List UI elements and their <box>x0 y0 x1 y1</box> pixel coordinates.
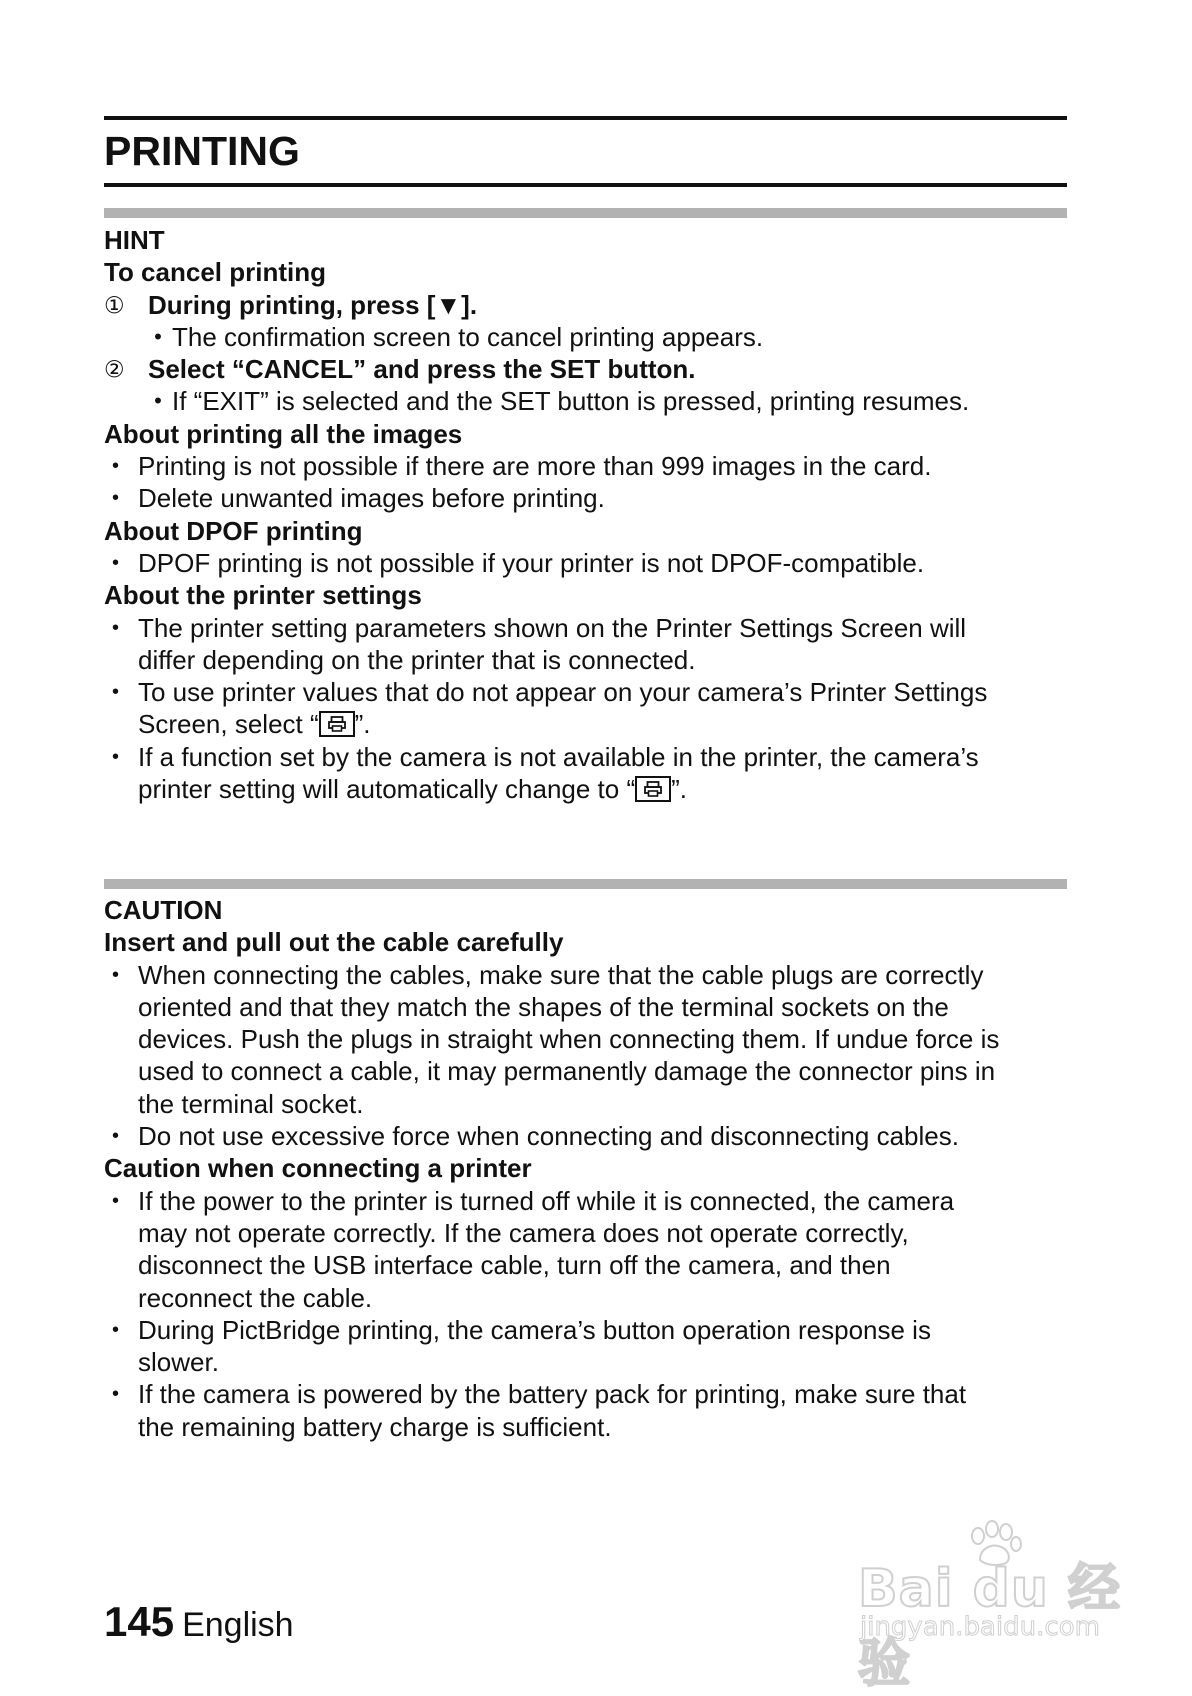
bullet-line: If the camera is powered by the battery pack for printing, make sure that <box>138 1379 967 1410</box>
caution-section <box>104 894 1067 1443</box>
bullet-line: may not operate correctly. If the camera does not operate correctly, <box>138 1217 909 1248</box>
hint-label: HINT <box>104 225 165 255</box>
cancel-step-2-note <box>104 385 1067 417</box>
page-title: PRINTING <box>104 128 300 174</box>
list-item <box>104 547 1067 579</box>
bullet-line <box>138 708 1067 740</box>
bullet-line: slower. <box>138 1347 219 1378</box>
bullet: • <box>112 1125 120 1148</box>
bullet: • <box>112 487 120 510</box>
list-item <box>104 1120 1067 1152</box>
sub-bullet: • <box>154 388 162 414</box>
printer-icon <box>635 776 671 802</box>
bullet-text: Do not use excessive force when connecting and disconnecting cables. <box>138 1121 959 1152</box>
dpof-heading: About DPOF printing <box>104 515 363 546</box>
list-item <box>104 450 1067 482</box>
title-rule <box>104 183 1067 187</box>
note-text: If “EXIT” is selected and the SET button is pressed, printing resumes. <box>172 386 970 417</box>
bullet-line: To use printer values that do not appear on your camera’s Printer Settings <box>138 677 988 708</box>
bullet: • <box>112 745 120 768</box>
caution-label: CAUTION <box>104 895 223 925</box>
bullet-line: the terminal socket. <box>138 1088 364 1119</box>
step-number: ② <box>104 356 125 383</box>
hint-band <box>104 208 1067 218</box>
bullet-line: disconnect the USB interface cable, turn off the camera, and then <box>138 1250 891 1281</box>
list-item <box>104 612 1067 677</box>
bullet-line: When connecting the cables, make sure that the cable plugs are correctly <box>138 959 984 990</box>
top-rule <box>104 116 1067 120</box>
bullet: • <box>112 455 120 478</box>
bullet-line: devices. Push the plugs in straight when connecting them. If undue force is <box>138 1024 1000 1055</box>
bullet: • <box>112 551 120 574</box>
bullet-line: reconnect the cable. <box>138 1282 373 1313</box>
bullet: • <box>112 1189 120 1212</box>
note-text: The confirmation screen to cancel printing appears. <box>172 321 764 352</box>
cancel-heading: To cancel printing <box>104 257 326 288</box>
cancel-step-1-note <box>104 321 1067 353</box>
bullet-line <box>138 773 1067 805</box>
bullet: • <box>112 1383 120 1406</box>
bullet-text: DPOF printing is not possible if your printer is not DPOF-compatible. <box>138 547 925 578</box>
cable-heading: Insert and pull out the cable carefully <box>104 927 564 958</box>
bullet-line: differ depending on the printer that is connected. <box>138 644 696 675</box>
caution-band <box>104 879 1067 889</box>
page-number: 145 <box>104 1598 175 1645</box>
page-language: English <box>182 1606 294 1644</box>
bullet-line: The printer setting parameters shown on the Printer Settings Screen will <box>138 612 967 643</box>
baidu-watermark <box>858 1520 1138 1694</box>
bullet-text: Printing is not possible if there are more than 999 images in the card. <box>138 451 932 482</box>
bullet-line: used to connect a cable, it may permanently damage the connector pins in <box>138 1056 996 1087</box>
list-item <box>104 482 1067 514</box>
cancel-step-1 <box>104 289 1067 321</box>
bullet: • <box>112 681 120 704</box>
bullet: • <box>112 616 120 639</box>
printer-settings-heading: About the printer settings <box>104 580 422 611</box>
all-images-heading: About printing all the images <box>104 418 463 449</box>
list-item <box>104 741 1067 806</box>
list-item <box>104 959 1067 1120</box>
step-text: Select “CANCEL” and press the SET button. <box>148 354 696 385</box>
bullet: • <box>112 1318 120 1341</box>
bullet-line: the remaining battery charge is sufficient. <box>138 1411 612 1442</box>
hint-section <box>104 224 1067 805</box>
printer-icon <box>319 711 355 737</box>
watermark-brand: Bai du 经验 <box>858 1559 1121 1694</box>
sub-bullet: • <box>154 323 162 349</box>
text-before-icon: printer setting will automatically change to “ <box>138 774 636 805</box>
step-number: ① <box>104 291 125 318</box>
list-item <box>104 1314 1067 1379</box>
watermark-url: jingyan.baidu.com <box>860 1612 1100 1642</box>
step-text: During printing, press [▼]. <box>148 289 478 320</box>
bullet-line: If the power to the printer is turned off while it is connected, the camera <box>138 1185 955 1216</box>
bullet-text: Delete unwanted images before printing. <box>138 483 605 514</box>
bullet: • <box>112 963 120 986</box>
bullet-line: During PictBridge printing, the camera’s button operation response is <box>138 1314 931 1345</box>
text-after-icon: ”. <box>354 709 371 740</box>
bullet-line: If a function set by the camera is not available in the printer, the camera’s <box>138 741 979 772</box>
list-item <box>104 676 1067 741</box>
printer-caution-heading: Caution when connecting a printer <box>104 1153 532 1184</box>
list-item <box>104 1185 1067 1314</box>
list-item <box>104 1378 1067 1443</box>
cancel-step-2 <box>104 353 1067 385</box>
text-after-icon: ”. <box>671 774 688 805</box>
text-before-icon: Screen, select “ <box>138 709 319 740</box>
page-footer <box>104 1598 294 1646</box>
bullet-line: oriented and that they match the shapes of the terminal sockets on the <box>138 991 949 1022</box>
